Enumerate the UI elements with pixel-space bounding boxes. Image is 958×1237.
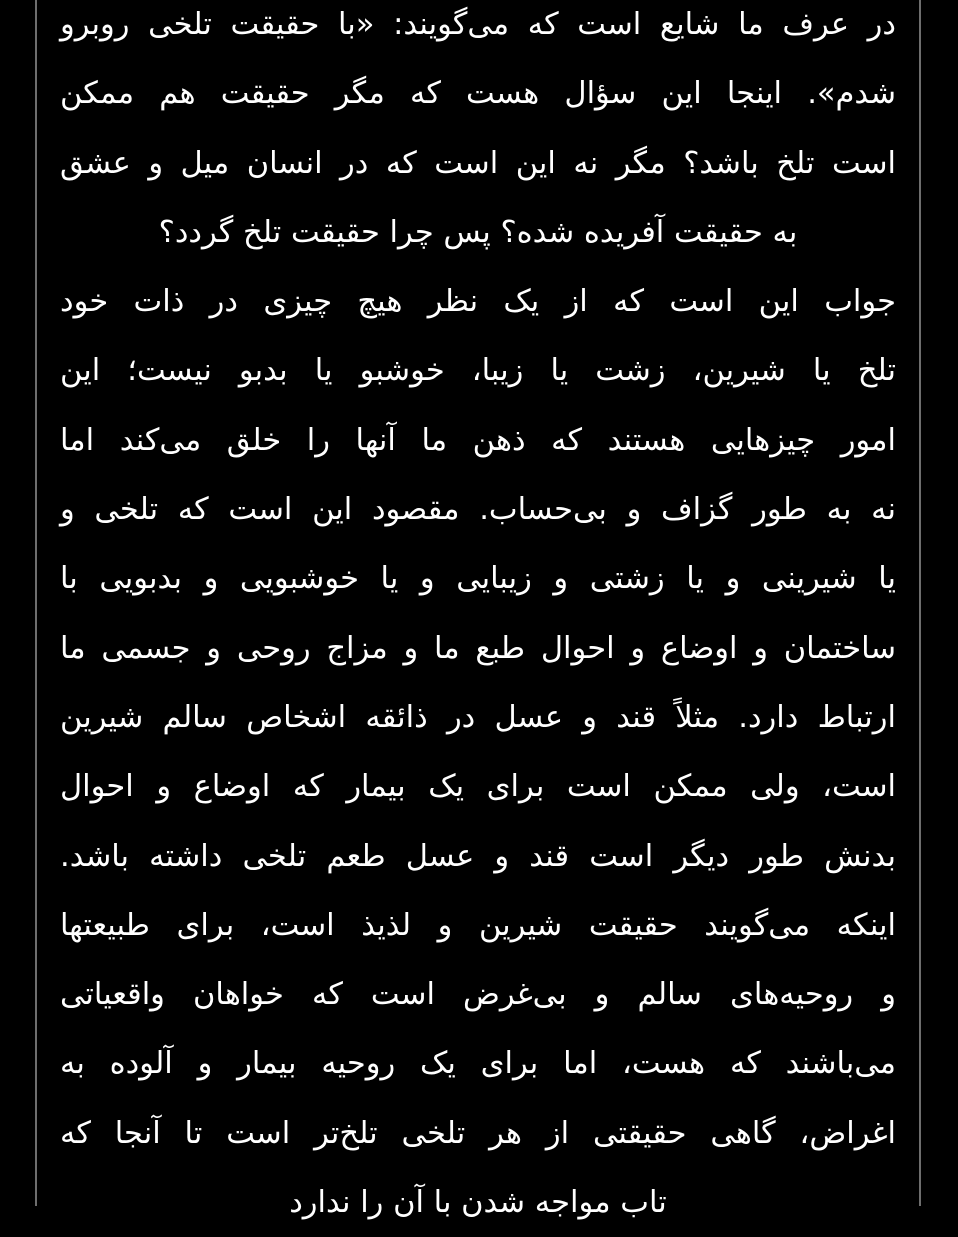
text-line: اغراض، گاهی حقیقتی از هر تلخی تلخ‌تر است تا آنجا که (60, 1115, 896, 1151)
text-line: نه به طور گزاف و بی‌حساب. مقصود این است که تلخی و (60, 492, 896, 528)
text-line: ساختمان و اوضاع و احوال طبع ما و مزاج روحی و جسمی ما (60, 630, 896, 666)
text-line: تلخ یا شیرین، زشت یا زیبا، خوشبو یا بدبو نیست؛ این (60, 353, 896, 389)
text-line: است تلخ باشد؟ مگر نه این است که در انسان میل و عشق (60, 145, 896, 181)
text-line: در عرف ما شایع است که می‌گویند: «با حقیقت تلخی روبرو (60, 7, 896, 42)
text-line: تاب مواجه شدن با آن را ندارد (289, 1185, 667, 1221)
text-line: و روحیه‌های سالم و بی‌غرض است که خواهان واقعیاتی (60, 977, 896, 1013)
text-line: است، ولی ممکن است برای یک بیمار که اوضاع و احوال (60, 769, 896, 805)
text-line: جواب این است که از یک نظر هیچ چیزی در ذات خود (60, 284, 896, 320)
text-line: به حقیقت آفریده شده؟ پس چرا حقیقت تلخ گردد؟ (158, 214, 798, 250)
text-line: یا شیرینی و یا زشتی و زیبایی و یا خوشبویی و بدبویی با (60, 561, 896, 597)
text-line: امور چیزهایی هستند که ذهن ما آنها را خلق می‌کند اما (60, 422, 896, 458)
text-line: ارتباط دارد. مثلاً قند و عسل در ذائقه اشخاص سالم شیرین (60, 699, 896, 735)
document-text (60, 0, 896, 1237)
text-line: می‌باشند که هست، اما برای یک روحیه بیمار و آلوده به (60, 1046, 896, 1082)
text-line: شدم». اینجا این سؤال هست که مگر حقیقت هم ممکن (60, 76, 896, 112)
text-line: اینکه می‌گویند حقیقت شیرین و لذیذ است، برای طبیعتها (60, 907, 896, 943)
text-line: بدنش طور دیگر است قند و عسل طعم تلخی داشته باشد. (60, 838, 896, 874)
